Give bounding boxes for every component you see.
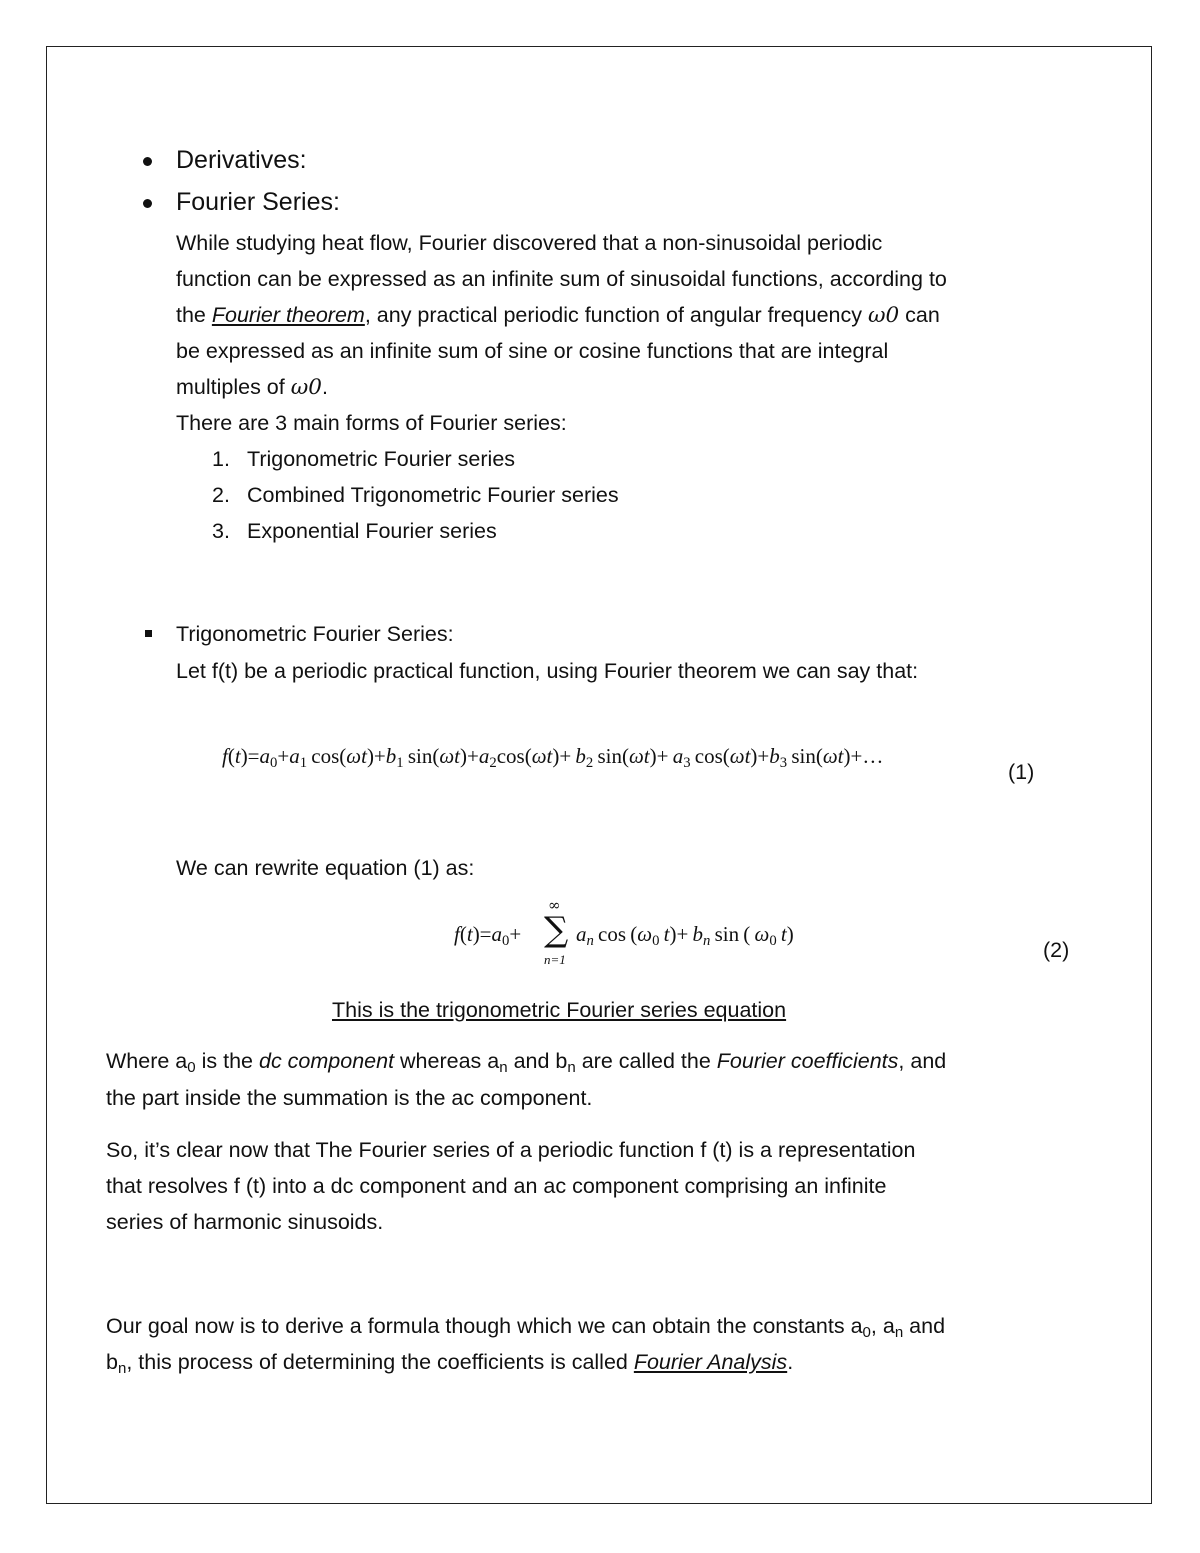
bullet-fourier-series: Fourier Series: <box>176 188 340 216</box>
so-line-3: series of harmonic sinusoids. <box>106 1210 384 1234</box>
equation-caption: This is the trigonometric Fourier series equation <box>332 998 787 1022</box>
where-line-2: the part inside the summation is the ac component. <box>106 1086 593 1110</box>
form-number: 2. <box>212 483 230 507</box>
fourier-analysis-term: Fourier Analysis <box>633 1350 788 1374</box>
fourier-coefficients-term: Fourier coefficients <box>716 1049 899 1073</box>
equation-2-lhs: $f(t)=a_0+$ <box>454 922 522 949</box>
form-number: 3. <box>212 519 230 543</box>
form-number: 1. <box>212 447 230 471</box>
bullet-dot <box>143 199 152 208</box>
goal-line-2: $b_n$, this process of determining the coefficients is called Fourier Analysis. <box>106 1350 794 1377</box>
equation-1-number: (1) <box>1008 760 1035 784</box>
page-border <box>46 46 1152 1504</box>
goal-line-1: Our goal now is to derive a formula though which we can obtain the constants $a_0$, $a_n$ and <box>106 1314 946 1341</box>
sum-upper-limit: ∞ <box>548 896 561 914</box>
summation-sign: ∑ <box>544 910 569 950</box>
where-line-1: Where $a_0$ is the dc component whereas $a_n$ and $b_n$ are called the Fourier coefficients, and <box>106 1049 947 1076</box>
form-item-1: Trigonometric Fourier series <box>247 447 516 471</box>
intro-line-3: the Fourier theorem, any practical periodic function of angular frequency ω0 can <box>176 303 940 328</box>
so-line-1: So, it’s clear now that The Fourier series of a periodic function f (t) is a representation <box>106 1138 916 1162</box>
intro-line-5: multiples of ω0. <box>176 375 328 400</box>
forms-intro: There are 3 main forms of Fourier series: <box>176 411 567 435</box>
sum-lower-limit: n=1 <box>544 952 566 967</box>
dc-component-term: dc component <box>258 1049 395 1073</box>
equation-1: $f(t)=a_0+a_1$ $\cos(\omega t)+b_1$ $\sin(\omega t)+a_2\cos(\omega t)+ b_2$ $\sin(\omega t)+ a_3$ $\cos(\omega t)+b_3$ sin(ωt)+… <box>222 744 884 771</box>
fourier-theorem-term: Fourier theorem <box>211 303 365 327</box>
so-line-2: that resolves f (t) into a dc component and an ac component comprising an infinite <box>106 1174 887 1198</box>
intro-line-1: While studying heat flow, Fourier discovered that a non-sinusoidal periodic <box>176 231 883 255</box>
bullet-dot <box>143 157 152 166</box>
intro-line-4: be expressed as an infinite sum of sine or cosine functions that are integral <box>176 339 889 363</box>
intro-line-2: function can be expressed as an infinite sum of sinusoidal functions, according to <box>176 267 947 291</box>
rewrite-line: We can rewrite equation (1) as: <box>176 856 475 880</box>
form-item-3: Exponential Fourier series <box>247 519 497 543</box>
bullet-derivatives: Derivatives: <box>176 146 307 174</box>
let-line: Let f(t) be a periodic practical function, using Fourier theorem we can say that: <box>176 659 919 683</box>
equation-2-number: (2) <box>1043 938 1070 962</box>
trig-heading: Trigonometric Fourier Series: <box>176 622 454 646</box>
form-item-2: Combined Trigonometric Fourier series <box>247 483 619 507</box>
equation-2-rhs: $a_n$ $\cos (\omega_0$ $t)+ b_n$ sin ( $\omega_0$ t) <box>576 922 794 949</box>
square-bullet <box>145 630 152 637</box>
